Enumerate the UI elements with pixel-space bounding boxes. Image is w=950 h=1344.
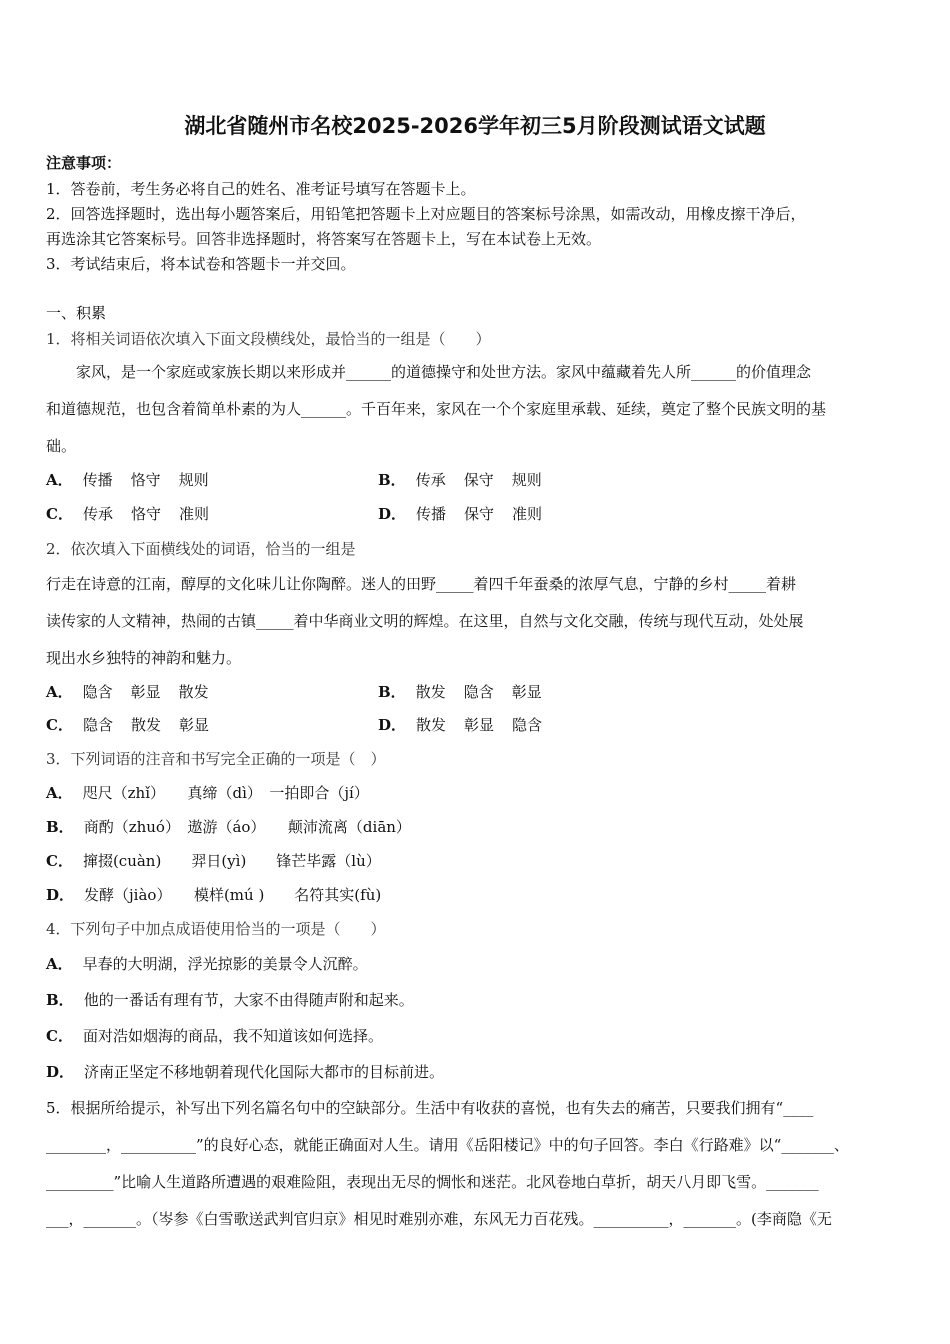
q2-option-b[interactable]: B． 散发 隐含 彰显 — [378, 683, 542, 701]
option-key: C． — [46, 1027, 73, 1045]
q3-option-d[interactable]: D． 发酵（jiào） 模样(mú ) 名符其实(fù) — [46, 886, 382, 904]
option-key: D． — [378, 716, 407, 734]
q1-passage-line: 家风，是一个家庭或家族长期以来形成并______的道德操守和处世方法。家风中蕴藏着先人所______的价值理念 — [46, 363, 812, 381]
option-key: D． — [46, 886, 75, 904]
q5-line: 5．根据所给提示，补写出下列名篇名句中的空缺部分。生活中有收获的喜悦，也有失去的痛苦，只要我们拥有“____ — [46, 1099, 814, 1117]
option-key: A． — [46, 471, 73, 489]
q5-line: ___，_______。（岑参《白雪歌送武判官归京》相见时难别亦难，东风无力百花残。__________，_______。(李商隐《无 — [46, 1210, 832, 1228]
q4-option-c[interactable]: C． 面对浩如烟海的商品，我不知道该如何选择。 — [46, 1027, 383, 1045]
option-key: C． — [46, 505, 73, 523]
option-key: A． — [46, 955, 73, 973]
option-key: A． — [46, 784, 73, 802]
notice-item: 2．回答选择题时，选出每小题答案后，用铅笔把答题卡上对应题目的答案标号涂黑，如需改动，用橡皮擦干净后， — [46, 205, 806, 223]
option-key: C． — [46, 716, 73, 734]
q2-option-a[interactable]: A． 隐含 彰显 散发 — [46, 683, 209, 701]
section-heading: 一、积累 — [46, 304, 107, 322]
q3-option-c[interactable]: C． 撺掇(cuàn) 羿日(yì) 锋芒毕露（lù） — [46, 852, 381, 870]
notice-item: 再选涂其它答案标号。回答非选择题时，将答案写在答题卡上，写在本试卷上无效。 — [46, 230, 602, 248]
option-key: B． — [46, 818, 74, 836]
notice-heading: 注意事项： — [46, 154, 122, 172]
q2-stem: 2．依次填入下面横线处的词语，恰当的一组是 — [46, 540, 356, 558]
q2-passage-line: 读传家的人文精神，热闹的古镇_____着中华商业文明的辉煌。在这里，自然与文化交融，传统与现代互动，处处展 — [46, 612, 804, 630]
q4-option-b[interactable]: B． 他的一番话有理有节，大家不由得随声附和起来。 — [46, 991, 414, 1009]
q1-passage-line: 和道德规范，也包含着简单朴素的为人______。千百年来，家风在一个个家庭里承载、延续，奠定了整个民族文明的基 — [46, 400, 827, 418]
exam-title: 湖北省随州市名校2025-2026学年初三5月阶段测试语文试题 — [184, 114, 766, 138]
option-key: B． — [378, 471, 406, 489]
q1-option-c[interactable]: C． 传承 恪守 准则 — [46, 505, 209, 523]
option-key: B． — [46, 991, 74, 1009]
option-key: C． — [46, 852, 73, 870]
option-key: A． — [46, 683, 73, 701]
q1-option-a[interactable]: A． 传播 恪守 规则 — [46, 471, 209, 489]
option-key: D． — [46, 1063, 75, 1081]
q1-option-b[interactable]: B． 传承 保守 规则 — [378, 471, 542, 489]
q3-option-b[interactable]: B． 商酌（zhuó） 遨游（áo） 颠沛流离（diān） — [46, 818, 411, 836]
q5-line: _________”比喻人生道路所遭遇的艰难险阻，表现出无尽的惆怅和迷茫。北风卷地白草折，胡天八月即飞雪。_______ — [46, 1173, 819, 1191]
notice-item: 1．答卷前，考生务必将自己的姓名、准考证号填写在答题卡上。 — [46, 180, 476, 198]
q2-option-d[interactable]: D． 散发 彰显 隐含 — [378, 716, 543, 734]
q1-stem: 1．将相关词语依次填入下面文段横线处，最恰当的一组是（ ） — [46, 330, 491, 348]
q1-option-d[interactable]: D． 传播 保守 准则 — [378, 505, 543, 523]
q1-passage-line: 础。 — [46, 437, 77, 455]
option-key: D． — [378, 505, 407, 523]
q2-passage-line: 现出水乡独特的神韵和魅力。 — [46, 649, 242, 667]
notice-item: 3．考试结束后，将本试卷和答题卡一并交回。 — [46, 255, 356, 273]
option-key: B． — [378, 683, 406, 701]
q2-passage-line: 行走在诗意的江南，醇厚的文化味儿让你陶醉。迷人的田野_____着四千年蚕桑的浓厚气息，宁静的乡村_____着耕 — [46, 575, 797, 593]
q3-stem: 3．下列词语的注音和书写完全正确的一项是（ ） — [46, 750, 386, 768]
q4-stem: 4．下列句子中加点成语使用恰当的一项是（ ） — [46, 920, 386, 938]
q2-option-c[interactable]: C． 隐含 散发 彰显 — [46, 716, 209, 734]
q4-option-d[interactable]: D． 济南正坚定不移地朝着现代化国际大都市的目标前进。 — [46, 1063, 445, 1081]
q3-option-a[interactable]: A． 咫尺（zhǐ） 真缔（dì） 一拍即合（jí） — [46, 784, 369, 802]
q5-line: ________，__________”的良好心态，就能正确面对人生。请用《岳阳楼记》中的句子回答。李白《行路难》以“_______、 — [46, 1136, 849, 1154]
q4-option-a[interactable]: A． 早春的大明湖，浮光掠影的美景令人沉醉。 — [46, 955, 368, 973]
